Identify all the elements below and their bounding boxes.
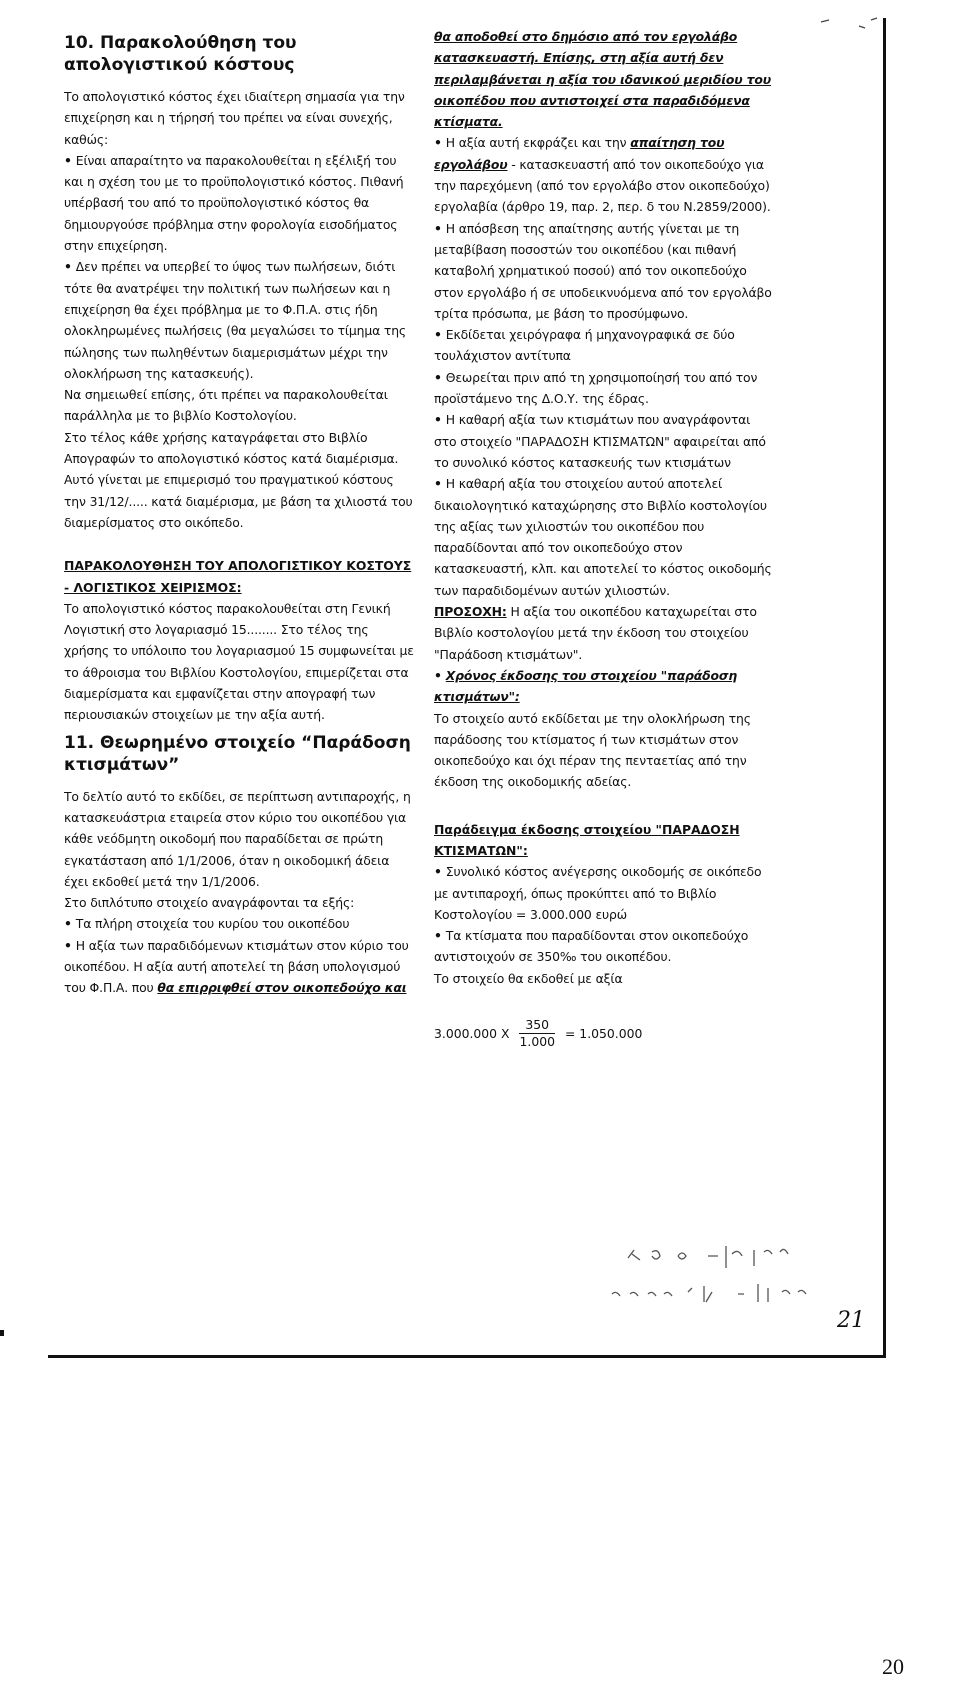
example-heading: Παράδειγμα έκδοσης στοιχείου "ΠΑΡΑΔΟΣΗ ΚΤΙΣΜΑΤΩΝ": [434, 821, 740, 858]
bullet-icon: • [434, 412, 442, 428]
list-item: • Η καθαρή αξία των κτισμάτων που αναγράφονται στο στοιχείο "ΠΑΡΑΔΟΣΗ ΚΤΙΣΜΑΤΩΝ" αφαιρείται από το συνολικό κόστος κατασκευής των κτισμάτων [434, 412, 766, 470]
formula-fraction [514, 1017, 561, 1050]
bullet-icon: • [64, 152, 72, 168]
bullet-icon: • [434, 327, 442, 343]
intro-paragraph: Το απολογιστικό κόστος έχει ιδιαίτερη σημασία για την επιχείρηση και η τήρησή του πρέπει να είναι συνεχής, καθώς: [64, 89, 405, 147]
formula-result: = 1.050.000 [564, 1025, 643, 1041]
voucher-paragraph: Το δελτίο αυτό το εκδίδει, σε περίπτωση αντιπαροχής, η κατασκευάστρια εταιρεία στον κύριο του οικοπέδου για κάθε νεόδμητη οικοδομή που παραδίδεται σε πρώτη εγκατάσταση από 1/1/2006, όταν η οικοδομική άδεια έχει εκδοθεί μετά την 1/1/2006. [64, 788, 411, 889]
bullet-icon: • [434, 369, 442, 385]
bullet-icon: • [434, 135, 442, 151]
scan-edge-mark [0, 1330, 4, 1336]
continuation-paragraph: θα αποδοθεί στο δημόσιο από τον εργολάβο κατασκευαστή. Επίσης, στη αξία αυτή δεν περιλαμβάνεται η αξία του ιδανικού μεριδίου του οικοπέδου που αντιστοιχεί στα παραδιδόμενα κτίσματα. [434, 29, 771, 130]
handwritten-annotation [608, 1244, 858, 1304]
timing-list [434, 665, 774, 708]
bullet-icon: • [434, 928, 442, 944]
bullet-icon: • [434, 476, 442, 492]
list-item: • Εκδίδεται χειρόγραφα ή μηχανογραφικά σε δύο τουλάχιστον αντίτυπα [434, 327, 735, 364]
handwritten-annotation [434, 1057, 764, 1127]
attention-note: ΠΡΟΣΟΧΗ: Η αξία του οικοπέδου καταχωρείται στο Βιβλίο κοστολογίου μετά την έκδοση του στοιχείου "Παράδοση κτισμάτων". [434, 604, 757, 662]
list-item: • Τα πλήρη στοιχεία του κυρίου του οικοπέδου [64, 916, 350, 932]
list-item: • Η αξία αυτή εκφράζει και την απαίτηση του εργολάβου - κατασκευαστή από τον οικοπεδούχο για την παρεχόμενη (από τον εργολάβο στον οικοπεδούχο) εργολαβία (άρθρο 19, παρ. 2, περ. δ του Ν.2859/2000). [434, 135, 771, 215]
list-item: • Η καθαρή αξία του στοιχείου αυτού αποτελεί δικαιολογητικό καταχώρησης στο Βιβλίο κοστολογίου της αξίας των χιλιοστών του οικοπέδου που παραδίδονται από τον οικοπεδούχο στον κατασκευαστή, κλπ. και αποτελεί το κόστος οικοδομής των παραδιδομένων αυτών χιλιοστών. [434, 476, 772, 598]
list-item: • Δεν πρέπει να υπερβεί το ύψος των πωλήσεων, διότι τότε θα ανατρέψει την πολιτική των πωλήσεων και η επιχείρηση θα έχει πρόβλημα με το Φ.Π.Α. στις ήδη ολοκληρωμένες πωλήσεις (θα μεγαλώσει το τίμημα της πώλησης των πωληθέντων διαμερισμάτων μέχρι την ολοκλήρωση της κατασκευής). [64, 259, 407, 381]
scanned-page [48, 18, 886, 1358]
page-number: 20 [882, 1654, 904, 1679]
list-item: • Συνολικό κόστος ανέγερσης οικοδομής σε οικόπεδο με αντιπαροχή, όπως προκύπτει από το Βιβλίο Κοστολογίου = 3.000.000 ευρώ [434, 864, 762, 922]
right-column [434, 26, 774, 1057]
list-item: • Χρόνος έκδοσης του στοιχείου "παράδοση κτισμάτων": [434, 667, 738, 705]
timing-paragraph: Το στοιχείο αυτό εκδίδεται με την ολοκλήρωση της παράδοσης του κτίσματος ή των κτισμάτων στον οικοπεδούχο και όχι πέραν της πενταετίας από την έκδοση της οικοδομικής αδείας. [434, 710, 751, 790]
formula-numerator: 350 [519, 1017, 555, 1034]
scan-page-mark: 21 [837, 1308, 865, 1333]
list-item: • Θεωρείται πριν από τη χρησιμοποίησή του από τον προϊστάμενο της Δ.Ο.Υ. της έδρας. [434, 369, 758, 407]
example-list [434, 861, 774, 967]
bullet-icon: • [434, 220, 442, 236]
section-11-heading: 11. Θεωρημένο στοιχείο “Παράδοση κτισμάτων” [64, 732, 411, 775]
formula-base: 3.000.000 Χ [434, 1025, 510, 1041]
voucher-contents-intro: Στο διπλότυπο στοιχείο αναγράφονται τα εξής: [64, 895, 355, 911]
bullet-icon: • [64, 259, 72, 275]
left-column [64, 26, 416, 999]
accounting-subheading: ΠΑΡΑΚΟΛΟΥΘΗΣΗ ΤΟΥ ΑΠΟΛΟΓΙΣΤΙΚΟΥ ΚΟΣΤΟΥΣ - ΛΟΓΙΣΤΙΚΟΣ ΧΕΙΡΙΣΜΟΣ: [64, 558, 412, 595]
list-item: • Είναι απαραίτητο να παρακολουθείται η εξέλιξή του και η σχέση του με το προϋπολογιστικό κόστος. Πιθανή υπέρβασή του από το προϋπολογιστικό κόστος θα δημιουργούσε πρόβλημα στην φορολογία εισοδήματος στην επιχείρηση. [64, 152, 404, 254]
claim-list [434, 132, 774, 601]
bullet-icon: • [434, 667, 442, 683]
bullet-icon: • [64, 916, 72, 932]
list-item: • Τα κτίσματα που παραδίδονται στον οικοπεδούχο αντιστοιχούν σε 350‰ του οικοπέδου. [434, 928, 749, 965]
voucher-contents-list [64, 913, 416, 998]
note-paragraph: Να σημειωθεί επίσης, ότι πρέπει να παρακολουθείται παράλληλα με το βιβλίο Κοστολογίου. [64, 387, 388, 424]
year-end-paragraph: Στο τέλος κάθε χρήσης καταγράφεται στο Βιβλίο Απογραφών το απολογιστικό κόστος κατά διαμέρισμα. Αυτό γίνεται με επιμερισμό του πραγματικού κόστους την 31/12/..... κατά διαμέρισμα, με βάση τα χιλιοστά του διαμερίσματος στο οικόπεδο. [64, 429, 413, 530]
value-formula [434, 1009, 774, 1057]
bullet-icon: • [64, 937, 72, 953]
list-item: • Η αξία των παραδιδόμενων κτισμάτων στον κύριο του οικοπέδου. Η αξία αυτή αποτελεί τη βάση υπολογισμού του Φ.Π.Α. που θα επιρριφθεί στον οικοπεδούχο και [64, 937, 409, 996]
accounting-paragraph: Το απολογιστικό κόστος παρακολουθείται στη Γενική Λογιστική στο λογαριασμό 15........ Στο τέλος της χρήσης το υπόλοιπο του λογαριασμού 15 συμφωνείται με το άθροισμα του Βιβλίου Κοστολογίου, επιμερίζεται στα διαμερίσματα και εμφανίζεται στην απογραφή των περιουσιακών στοιχείων με την αξία αυτή. [64, 600, 414, 723]
section-10-heading: 10. Παρακολούθηση του απολογιστικού κόστους [64, 33, 297, 75]
example-conclusion: Το στοιχείο θα εκδοθεί με αξία [434, 970, 623, 986]
list-item: • Η απόσβεση της απαίτησης αυτής γίνεται με τη μεταβίβαση ποσοστών του οικοπέδου (και πιθανή καταβολή χρηματικού ποσού) από τον οικοπεδούχο στον εργολάβο ή σε υποδεικνυόμενα από τον εργολάβο τρίτα πρόσωπα, με βάση το προσύμφωνο. [434, 220, 772, 321]
scan-corner-marks [819, 16, 879, 36]
reasons-list [64, 150, 416, 384]
bullet-icon: • [434, 864, 442, 880]
formula-denominator: 1.000 [519, 1033, 555, 1049]
